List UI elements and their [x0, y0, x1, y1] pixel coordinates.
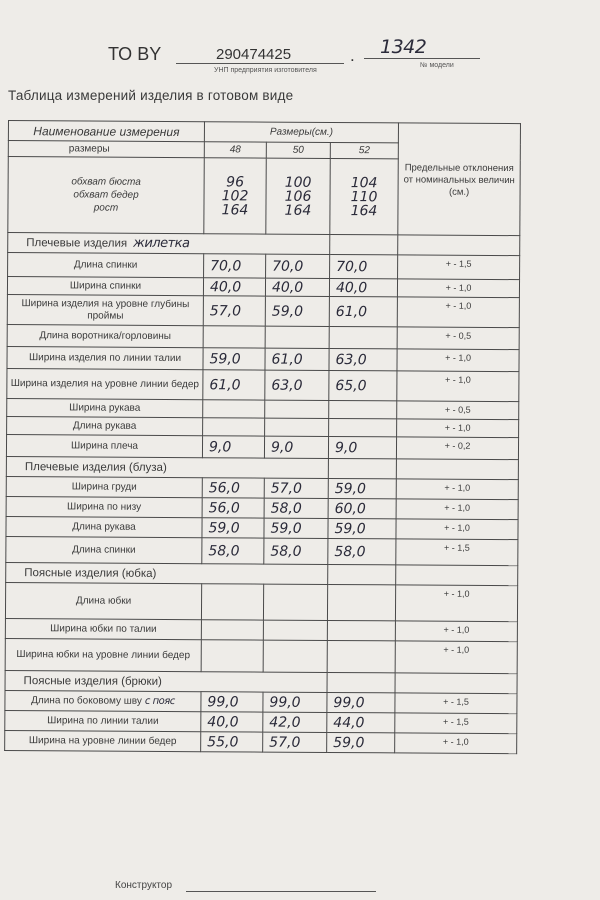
tolerance-value: + - 1,0 [397, 419, 519, 438]
base-label-bust: обхват бюста [71, 176, 141, 188]
measurement-name [5, 582, 201, 619]
measurement-name-text: Длина юбки [75, 594, 132, 607]
measurement-name-text: Длина спинки [72, 543, 136, 556]
measurement-name-text: Ширина изделия на уровне линии бедер [10, 377, 200, 390]
tolerance-value: + - 1,0 [395, 733, 517, 754]
measurements-table [4, 120, 521, 754]
measurement-name-text: Ширина юбки на уровне линии бедер [16, 648, 191, 661]
tolerance-value: + - 1,5 [398, 255, 520, 280]
unp-caption: УНП предприятия изготовителя [214, 67, 317, 74]
empty-cell [330, 234, 398, 254]
empty-cell [396, 565, 518, 586]
measurement-value: 40,0 [203, 278, 265, 296]
measurement-value: 99,0 [201, 692, 263, 712]
section-handwritten-note: жилетка [133, 235, 190, 252]
tolerance-value: + - 1,0 [396, 499, 518, 520]
constructor-signature-line [186, 891, 376, 892]
measurement-name-text: Ширина на уровне линии бедер [28, 734, 177, 747]
measurement-value: 9,0 [328, 436, 396, 458]
measurement-value: 59,0 [328, 518, 396, 538]
measurement-value [201, 640, 263, 672]
measurement-name-text: Длина рукава [72, 520, 136, 533]
measurement-value [203, 418, 265, 436]
base-values-50 [266, 158, 330, 234]
measurement-value: 57,0 [264, 478, 328, 498]
measurement-value: 57,0 [203, 296, 265, 326]
measurement-name [7, 294, 203, 325]
measurement-name-text: Ширина по низу [67, 500, 142, 513]
base-labels [8, 157, 204, 234]
measurement-name [7, 346, 203, 369]
empty-cell [327, 672, 395, 692]
to-label: ТО BY [108, 44, 162, 64]
measurement-value [265, 400, 329, 418]
measurement-name-text: Длина воротника/горловины [39, 329, 172, 342]
measurement-value [263, 584, 327, 620]
measurement-name [6, 434, 202, 457]
measurement-name-text: Ширина изделия на уровне глубины проймы [21, 297, 190, 322]
measurement-name [6, 496, 202, 517]
measurement-name [5, 710, 201, 731]
measurement-value: 42,0 [263, 712, 327, 732]
measurement-value [329, 326, 397, 348]
measurement-value: 9,0 [202, 436, 264, 458]
measurement-name [7, 324, 203, 347]
measurement-name-text: Ширина спинки [69, 279, 142, 292]
table-row [5, 730, 517, 753]
measurement-name-text: Ширина рукава [69, 401, 141, 414]
measurement-name [5, 638, 201, 671]
measurement-value [327, 620, 395, 640]
section-title-text: Поясные изделия (юбка) [24, 566, 157, 580]
measurement-value [263, 640, 327, 672]
tolerance-value: + - 0,5 [397, 401, 519, 420]
measurement-value: 61,0 [265, 348, 329, 370]
measurement-value [265, 326, 329, 348]
section-title-text: Плечевые изделия (блуза) [24, 460, 167, 474]
measurement-value [327, 640, 395, 672]
base-value: 104 [350, 174, 378, 191]
section-title [8, 233, 330, 255]
table-row [7, 294, 519, 327]
model-underline [364, 58, 480, 59]
base-value: 164 [221, 201, 249, 218]
tolerance-value: + - 1,0 [395, 585, 517, 622]
measurement-name-text: Ширина по линии талии [47, 714, 159, 727]
measurement-value: 59,0 [202, 518, 264, 538]
measurement-value: 40,0 [201, 712, 263, 732]
section-title [5, 670, 327, 692]
header-dot: . [350, 46, 355, 65]
section-title-text: Поясные изделия (брюки) [23, 674, 162, 688]
base-values-52 [330, 158, 398, 234]
base-value: 164 [350, 202, 378, 219]
table-row [6, 434, 518, 459]
measurement-value: 60,0 [328, 498, 396, 518]
table-row [7, 346, 519, 371]
measurement-name-text: Длина по боковому шву [31, 694, 142, 707]
base-value: 96 [226, 173, 245, 190]
measurement-name [7, 277, 203, 296]
table-row [6, 536, 518, 565]
tolerance-header: Предельные отклонения от номинальных величин (см.) [398, 123, 521, 236]
measurement-name [7, 398, 203, 417]
page-title: Таблица измерений изделия в готовом виде [8, 88, 294, 103]
tolerance-value: + - 1,5 [396, 539, 518, 566]
measurement-name-text: Длина рукава [72, 419, 137, 432]
empty-cell [328, 458, 396, 478]
measurement-value [201, 620, 263, 640]
measurement-value: 9,0 [264, 436, 328, 458]
measurement-value [265, 418, 329, 436]
measurement-value: 59,0 [265, 296, 329, 326]
measurement-value: 65,0 [329, 370, 397, 400]
measurement-value: 61,0 [203, 370, 265, 400]
measurement-value: 59,0 [328, 478, 396, 498]
measurement-value: 58,0 [202, 538, 264, 564]
section-title [6, 562, 328, 584]
table-row [7, 368, 519, 401]
measurement-name [7, 416, 203, 435]
measurement-value: 55,0 [201, 732, 263, 752]
tolerance-value: + - 1,0 [396, 479, 518, 500]
constructor-label: Конструктор [115, 880, 173, 891]
measurement-name-text: Ширина юбки по талии [50, 622, 157, 635]
measurement-value: 70,0 [330, 254, 398, 278]
measurement-value: 59,0 [327, 732, 395, 752]
section-title [6, 456, 328, 478]
measurement-value: 44,0 [327, 712, 395, 732]
empty-cell [395, 673, 517, 694]
size-48: 48 [204, 142, 266, 158]
measurement-name-text: Ширина плеча [70, 439, 139, 452]
measurement-name [7, 368, 203, 399]
measurement-value: 70,0 [266, 254, 330, 278]
tolerance-value: + - 0,2 [396, 437, 518, 460]
tolerance-value: + - 1,0 [396, 519, 518, 540]
tolerance-value: + - 1,0 [397, 371, 519, 402]
table-row [5, 582, 517, 621]
tolerance-value: + - 1,0 [395, 621, 517, 642]
base-value: 102 [221, 187, 249, 204]
tolerance-value: + - 1,5 [395, 693, 517, 714]
table-row [7, 324, 519, 349]
measurement-name-text: Длина спинки [73, 258, 138, 271]
tolerance-value: + - 1,0 [395, 641, 517, 674]
base-value: 164 [284, 202, 312, 219]
measurement-value: 58,0 [328, 538, 396, 564]
base-value: 110 [350, 188, 378, 205]
empty-cell [328, 564, 396, 584]
measurement-name-text: Ширина изделия по линии талии [28, 351, 182, 364]
base-value: 100 [284, 174, 312, 191]
measurement-name-note: с пояс [144, 695, 175, 707]
measurement-value: 56,0 [202, 478, 264, 498]
measurement-name [8, 253, 204, 278]
size-52: 52 [330, 142, 398, 158]
measurement-value: 63,0 [329, 348, 397, 370]
measurement-value [263, 620, 327, 640]
measurement-value: 58,0 [264, 498, 328, 518]
measurement-name [6, 536, 202, 563]
tolerance-value: + - 0,5 [397, 327, 519, 350]
measurement-value: 61,0 [329, 296, 397, 326]
measurement-name [5, 618, 201, 639]
measurement-value: 57,0 [263, 732, 327, 752]
sizes-label: размеры [8, 141, 204, 158]
size-50: 50 [266, 142, 330, 158]
measurement-value: 59,0 [203, 348, 265, 370]
unp-underline [176, 63, 344, 64]
sizes-header: Размеры(см.) [204, 122, 398, 143]
measurement-value: 63,0 [265, 370, 329, 400]
measurement-value [203, 326, 265, 348]
name-header: Наименование измерения [8, 121, 204, 142]
tolerance-value: + - 1,0 [397, 297, 519, 328]
base-label-hips: обхват бедер [73, 189, 139, 201]
measurement-value [201, 584, 263, 620]
base-values-48 [204, 158, 266, 234]
empty-cell [396, 459, 518, 480]
measurement-value: 58,0 [264, 538, 328, 564]
measurement-value: 70,0 [204, 254, 266, 278]
table-row [5, 638, 517, 673]
measurement-name [6, 476, 202, 497]
measurement-value: 40,0 [265, 278, 329, 296]
measurement-name [5, 730, 201, 751]
base-label-height: рост [93, 202, 119, 214]
measurement-name-text: Ширина груди [71, 480, 137, 493]
base-value: 106 [284, 188, 312, 205]
tolerance-value: + - 1,5 [395, 713, 517, 734]
table-row [8, 253, 520, 280]
measurement-value: 99,0 [327, 692, 395, 712]
measurement-value: 59,0 [264, 518, 328, 538]
measurement-value [329, 400, 397, 418]
model-caption: № модели [420, 62, 454, 69]
measurement-value [327, 584, 395, 620]
measurement-name [5, 690, 201, 711]
unp-value: 290474425 [216, 46, 292, 63]
model-value: 1342 [380, 36, 427, 58]
empty-cell [398, 235, 520, 256]
section-title-text: Плечевые изделия [26, 237, 128, 250]
measurement-value: 99,0 [263, 692, 327, 712]
measurement-value: 56,0 [202, 498, 264, 518]
measurement-value: 40,0 [329, 278, 397, 296]
measurement-value [329, 418, 397, 436]
tolerance-value: + - 1,0 [397, 349, 519, 372]
measurement-name [6, 516, 202, 537]
measurement-value [203, 400, 265, 418]
tolerance-value: + - 1,0 [397, 279, 519, 298]
